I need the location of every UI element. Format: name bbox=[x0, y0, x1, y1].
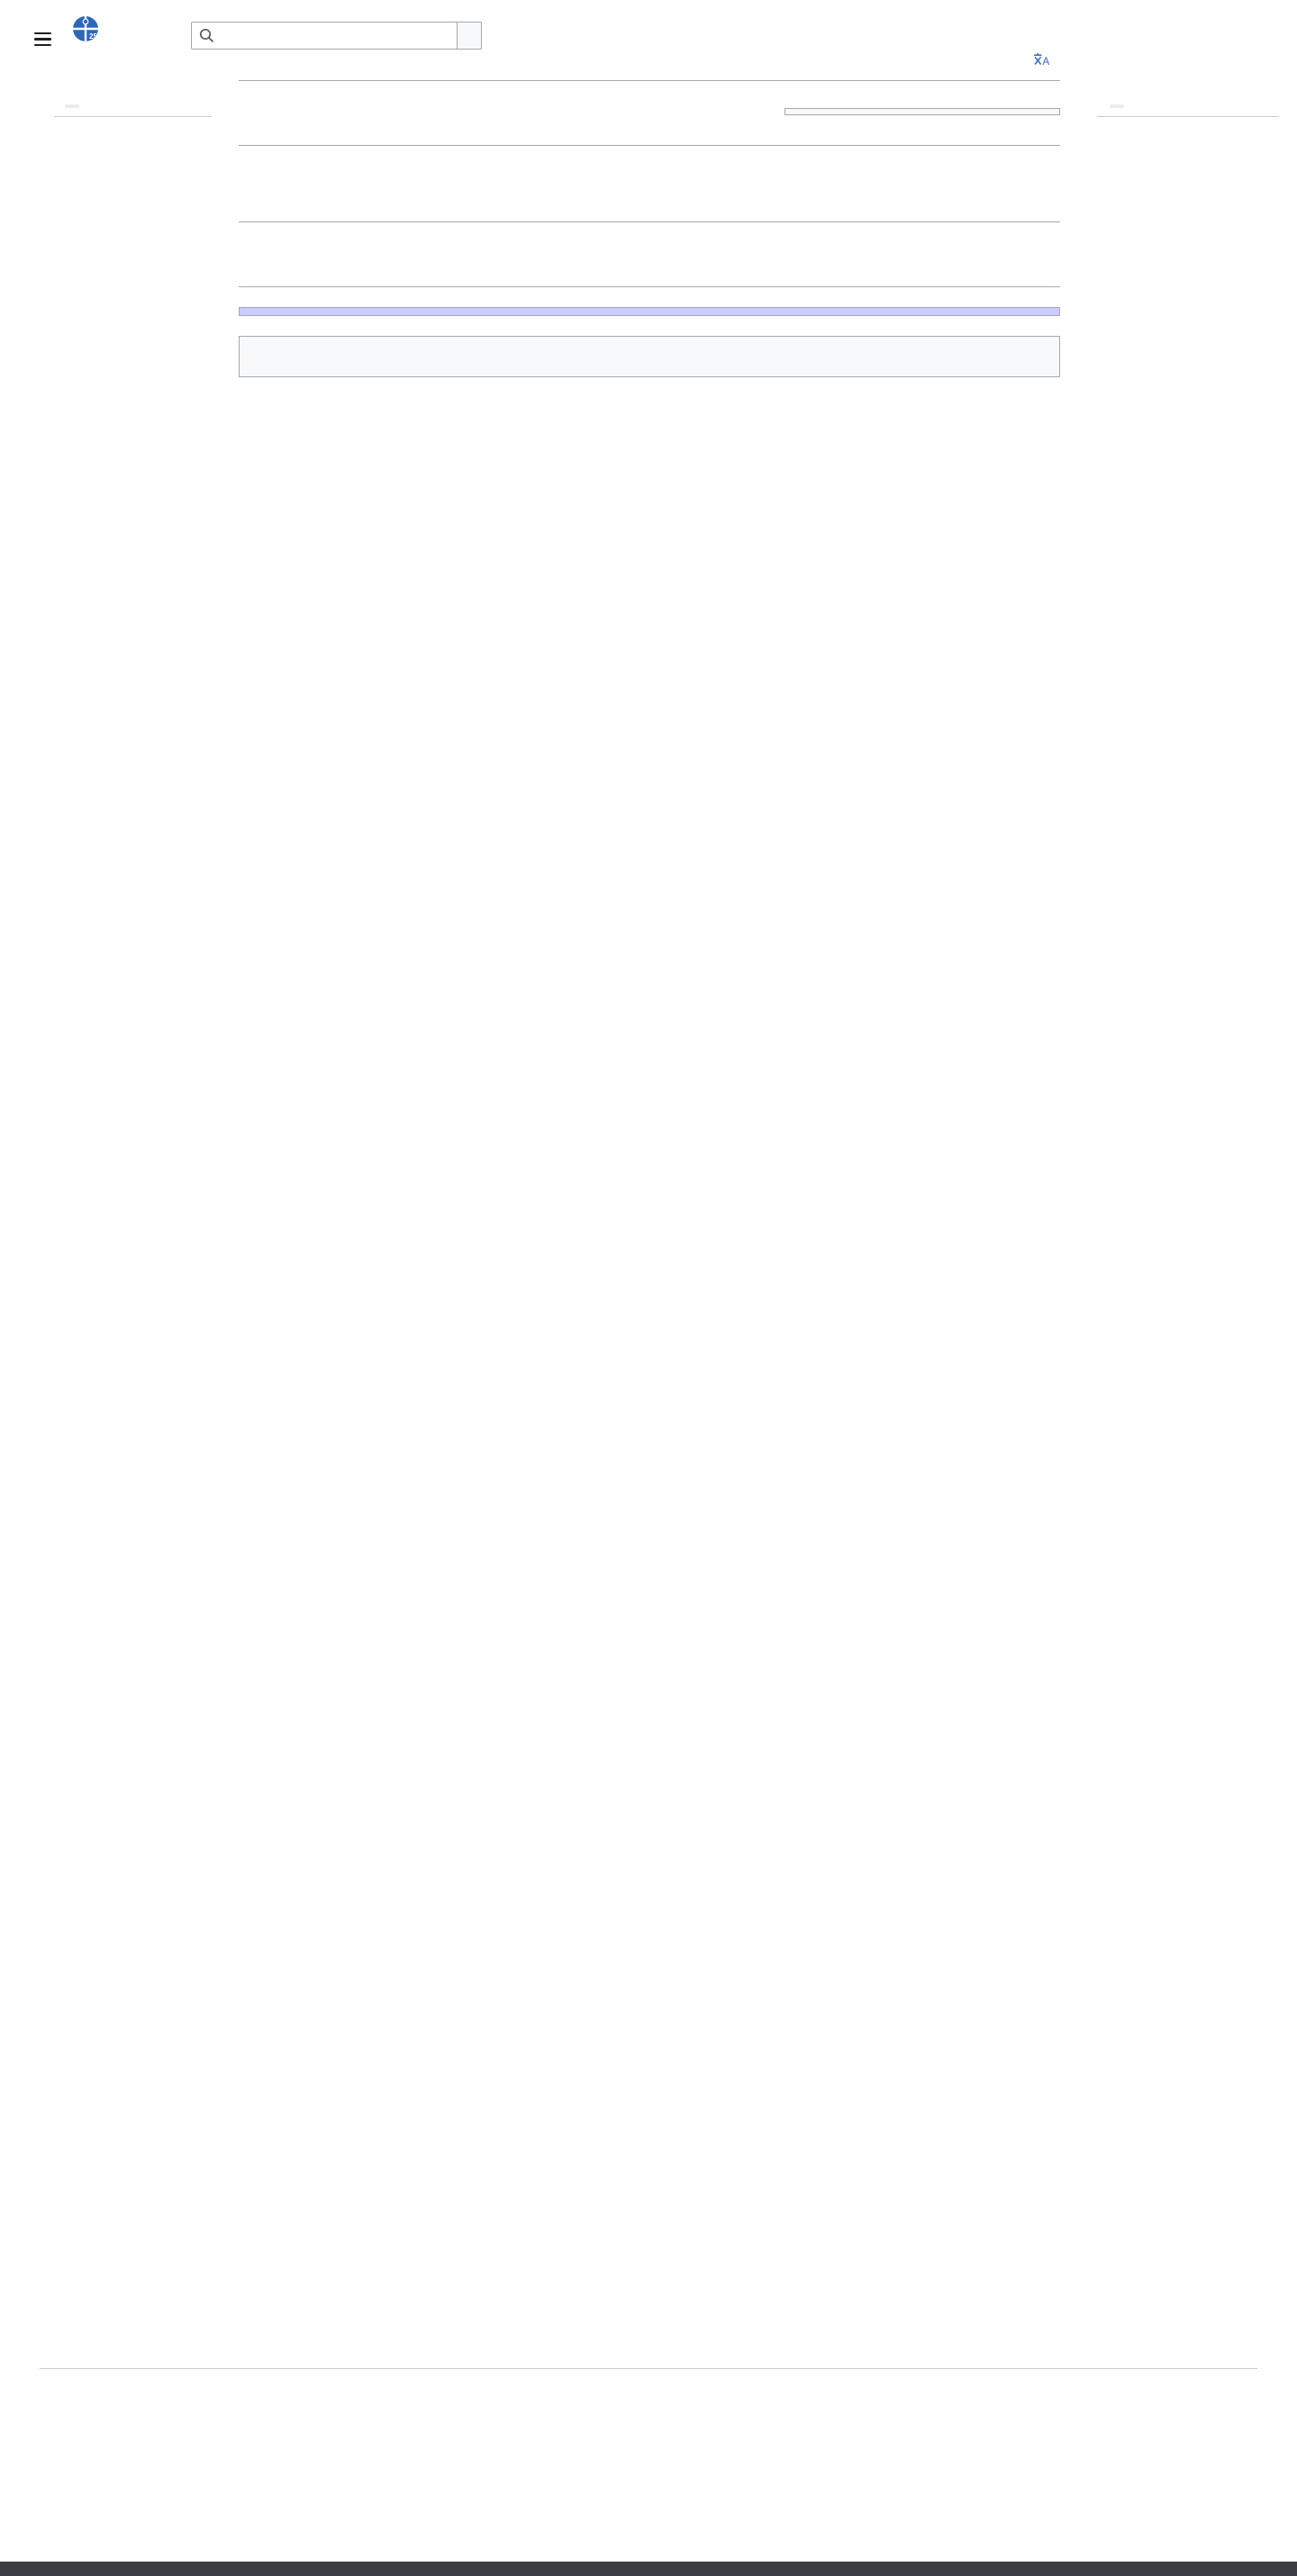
bottom-bar bbox=[0, 2562, 1297, 2576]
wikipedia-logo[interactable] bbox=[67, 14, 100, 46]
language-icon bbox=[1033, 52, 1051, 69]
infobox bbox=[785, 108, 1060, 115]
appearance-header bbox=[1097, 104, 1279, 117]
page-footer bbox=[0, 2368, 1297, 2391]
menu-icon[interactable] bbox=[34, 32, 51, 46]
appearance-hide-button[interactable] bbox=[1110, 104, 1124, 108]
search-button[interactable] bbox=[458, 22, 482, 50]
search-icon bbox=[199, 28, 214, 46]
footer-divider bbox=[40, 2368, 1257, 2369]
search-input[interactable] bbox=[191, 22, 458, 50]
article-tabs bbox=[239, 80, 1060, 81]
categories-box bbox=[239, 336, 1060, 377]
contents-sidebar bbox=[54, 104, 212, 128]
navbox-title-bar bbox=[240, 308, 1059, 315]
contents-header bbox=[54, 104, 212, 117]
appearance-panel bbox=[1097, 104, 1279, 117]
language-button[interactable] bbox=[1033, 52, 1060, 69]
svg-text:A: A bbox=[1042, 57, 1050, 67]
puzzle-globe-icon bbox=[71, 14, 100, 46]
section-heading-external bbox=[239, 249, 1060, 287]
title-row bbox=[239, 52, 1060, 69]
article-body bbox=[239, 108, 1060, 377]
contents-hide-button[interactable] bbox=[65, 104, 79, 108]
svg-text:25: 25 bbox=[89, 32, 97, 41]
section-heading-references bbox=[239, 184, 1060, 221]
search-bar bbox=[191, 22, 482, 50]
article-main bbox=[239, 52, 1060, 377]
navbox bbox=[239, 307, 1060, 316]
